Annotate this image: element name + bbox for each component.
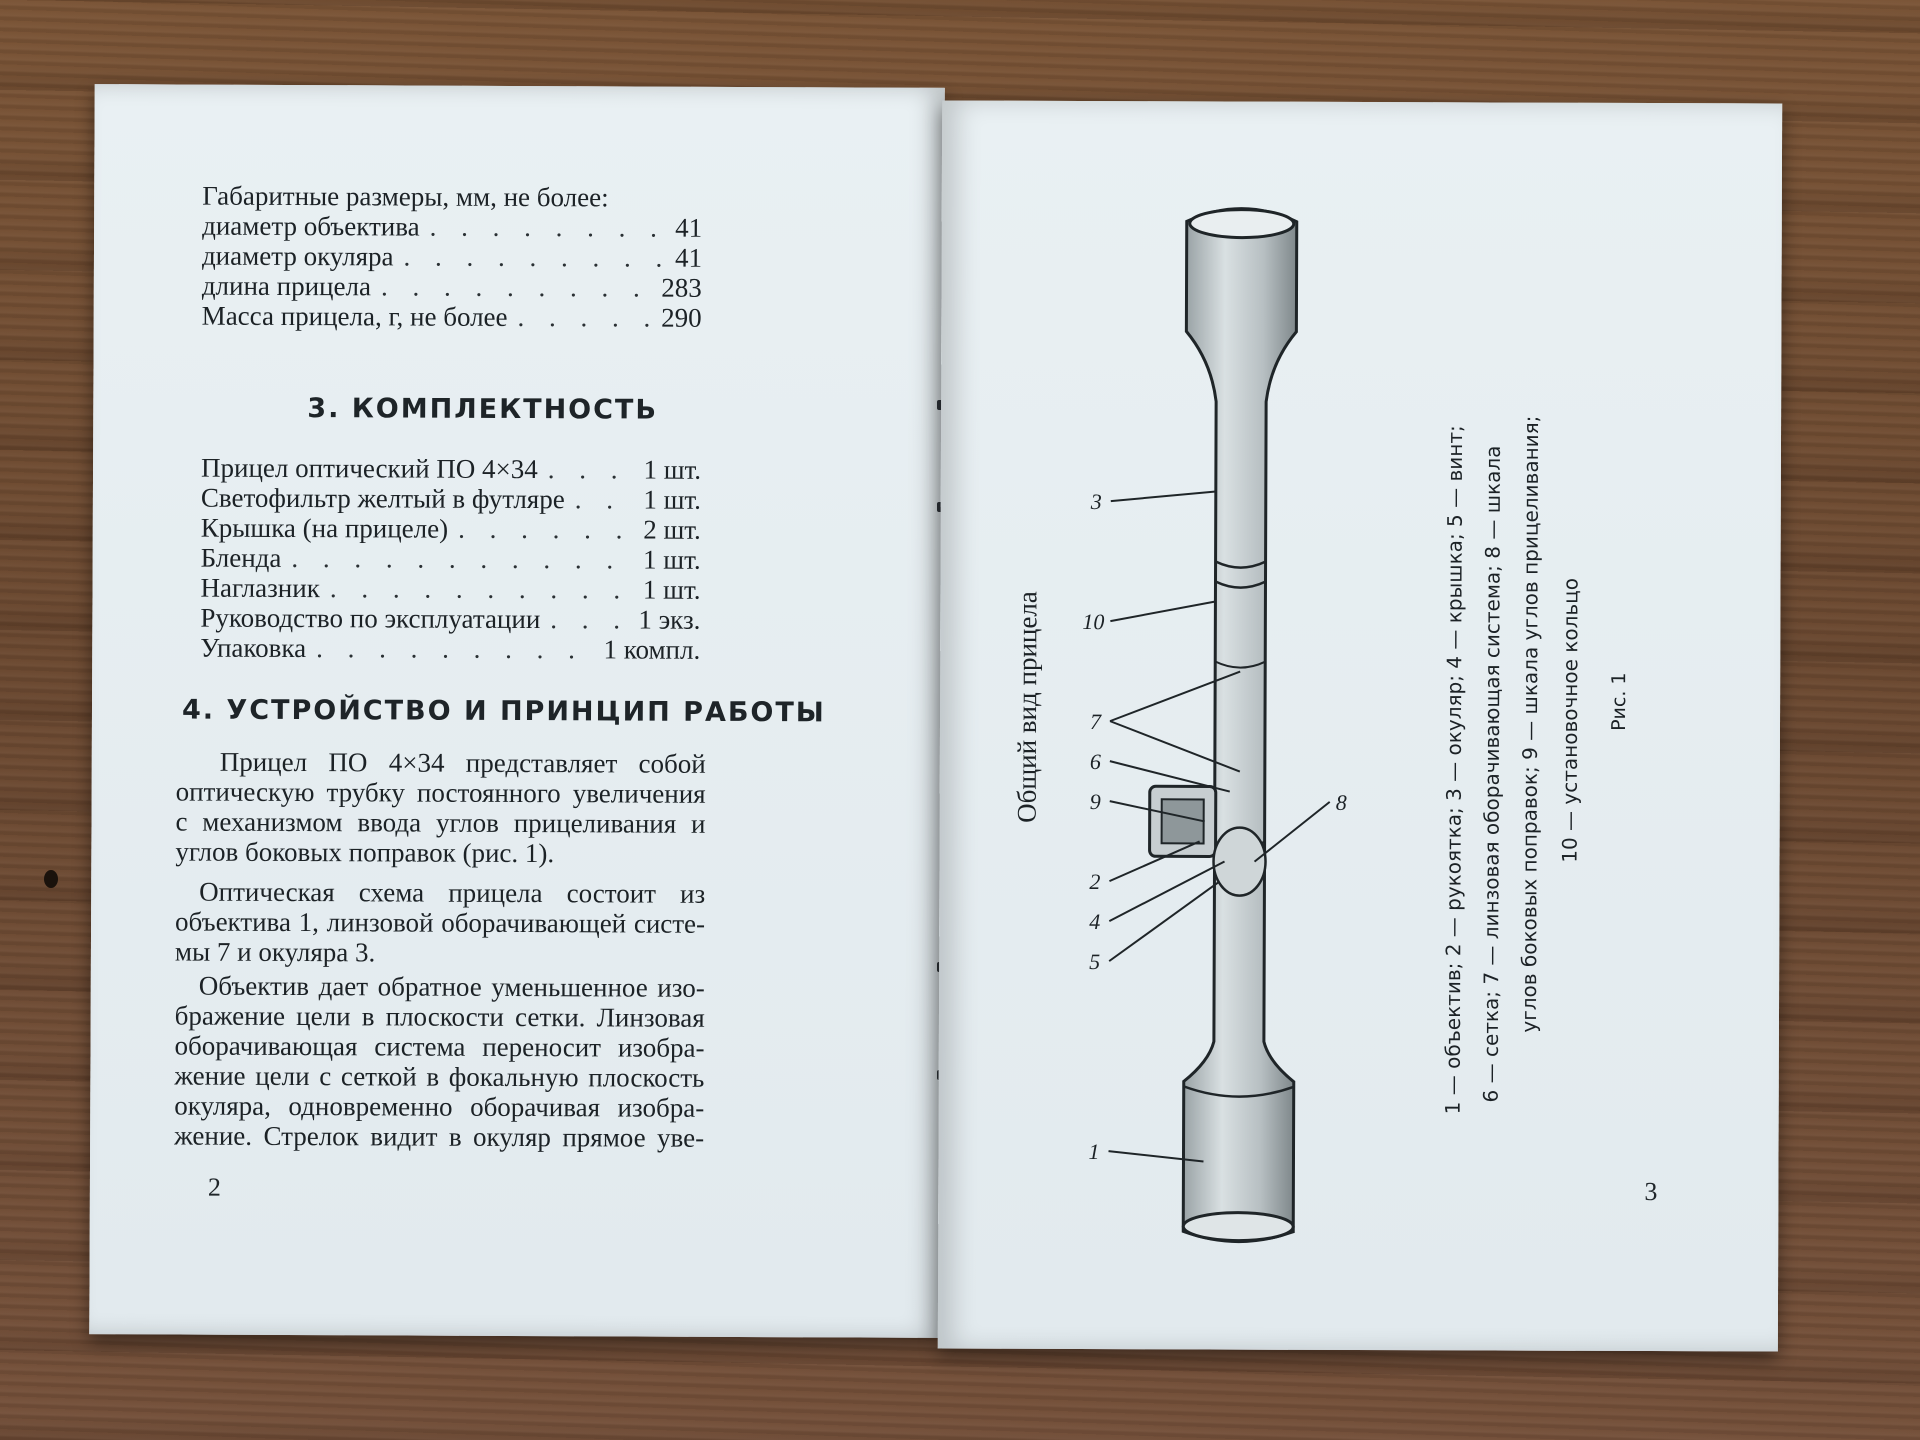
paragraph-line: бражение цели в плоскости сетки. Линзовая [174, 1000, 705, 1033]
callout-7: 7 [1089, 709, 1102, 735]
callout-3: 3 [1090, 489, 1102, 515]
kit-item-label: Наглазник [200, 572, 320, 604]
page-number-right: 3 [1644, 1176, 1658, 1207]
dimension-label: диаметр окуляра [201, 240, 394, 272]
kit-item-label: Крышка (на прицеле) [200, 512, 449, 544]
callout-10: 10 [1082, 609, 1105, 635]
leader-dots [550, 604, 628, 634]
callout-5: 5 [1089, 949, 1101, 975]
kit-item-value: 2 шт. [643, 514, 701, 545]
paragraph [175, 747, 706, 869]
legend-line: 10 — установочное кольцо [1557, 577, 1583, 863]
kit-item-value: 1 шт. [643, 454, 702, 485]
leader-dots [548, 454, 634, 484]
callout-2: 2 [1089, 869, 1101, 895]
kit-row [200, 573, 700, 605]
kit-row [200, 603, 700, 635]
kit-row [201, 453, 701, 485]
legend-line: углов боковых поправок; 9 — шкала углов прицеливания; [1516, 415, 1544, 1033]
leader-dots [458, 514, 633, 545]
kit-item-value: 1 экз. [638, 604, 701, 635]
paragraph-line: оптическую трубку постоянного увеличения [175, 776, 706, 809]
kit-item-label: Упаковка [200, 632, 307, 664]
dimension-label: диаметр объектива [202, 210, 420, 242]
leader-dots [316, 633, 594, 664]
callout-1: 1 [1088, 1139, 1100, 1165]
kit-item-value: 1 шт. [642, 574, 701, 605]
callout-4: 4 [1089, 909, 1101, 935]
paragraph-line: мы 7 и окуляра 3. [174, 936, 376, 968]
paragraph [174, 971, 705, 1153]
section-4-title: 4. УСТРОЙСТВО И ПРИНЦИП РАБОТЫ [181, 694, 826, 729]
objective-opening [1183, 1212, 1293, 1240]
section-3-title: 3. КОМПЛЕКТНОСТЬ [307, 393, 659, 426]
kit-item-value: 1 шт. [643, 544, 701, 575]
paragraph-line: жение. Стрелок видит в окуляр прямое уве- [174, 1120, 705, 1153]
kit-item-label: Прицел оптический ПО 4×34 [200, 452, 538, 485]
paragraph-line: Прицел ПО 4×34 представляет собой [219, 746, 706, 779]
side-knob [1213, 827, 1265, 895]
left-page [89, 84, 944, 1338]
leader-dots [430, 212, 666, 243]
kit-row [201, 483, 701, 515]
callout-8: 8 [1335, 789, 1347, 815]
leader-dots [403, 242, 665, 273]
legend-line: 1 — объектив; 2 — рукоятка; 3 — окуляр; 4 — крышка; 5 — винт; [1440, 425, 1468, 1115]
paragraph-line: углов боковых поправок (рис. 1). [175, 836, 555, 869]
dimension-label: длина прицела [201, 270, 372, 302]
figure-label: Рис. 1 [1607, 672, 1631, 731]
kit-item-label: Руководство по эксплуатации [200, 602, 541, 635]
scope-tube [1183, 208, 1297, 1241]
kit-row [201, 513, 701, 545]
dimension-value: 41 [674, 242, 703, 273]
leader-dots [381, 271, 651, 302]
paragraph [175, 877, 705, 969]
kit-item-value: 1 шт. [643, 484, 701, 515]
dimension-row [202, 211, 702, 243]
kit-item-label: Бленда [200, 542, 282, 573]
paragraph-line: с механизмом ввода углов прицеливания и [175, 806, 706, 839]
kit-item-value: 1 компл. [603, 634, 701, 665]
dimension-value: 283 [661, 272, 702, 303]
legend-line: 6 — сетка; 7 — линзовая оборачивающая система; 8 — шкала [1478, 445, 1505, 1103]
leader-dots [291, 543, 633, 574]
paragraph-line: жение цели с сеткой в фокальную плоскость [174, 1060, 705, 1093]
leader-dots [575, 484, 634, 514]
dimension-value: 290 [661, 302, 702, 333]
kit-item-label: Светофильтр желтый в футляре [200, 482, 565, 515]
callout-6: 6 [1089, 749, 1101, 775]
turret-cap [1162, 799, 1204, 843]
kit-row [200, 633, 700, 665]
paragraph-line: Оптическая схема прицела состоит из [199, 876, 706, 909]
scope-illustration [1088, 201, 1392, 1262]
dimension-value: 41 [675, 212, 703, 243]
dimension-row [202, 271, 702, 303]
leader-dots [518, 302, 652, 333]
eyepiece-opening [1190, 209, 1294, 237]
binder-hole [44, 870, 58, 888]
figure-title: Общий вид прицела [1011, 591, 1043, 823]
dimension-row [202, 241, 702, 273]
dimensions-heading: Габаритные размеры, мм, не более: [202, 180, 609, 213]
callout-9: 9 [1089, 789, 1101, 815]
paragraph-line: объектива 1, линзовой оборачивающей систе- [175, 906, 706, 939]
kit-row [201, 543, 701, 575]
dimension-label: Масса прицела, г, не более [201, 300, 508, 332]
paragraph-line: Объектив дает обратное уменьшенное изо- [198, 970, 705, 1003]
right-page [938, 101, 1782, 1352]
page-number-left: 2 [207, 1172, 221, 1202]
paragraph-line: оборачивающая система переносит изобра- [174, 1030, 705, 1063]
paragraph-line: окуляра, одновременно оборачивая изобра- [174, 1090, 705, 1123]
leader-dots [330, 573, 633, 604]
dimension-row [202, 301, 702, 333]
